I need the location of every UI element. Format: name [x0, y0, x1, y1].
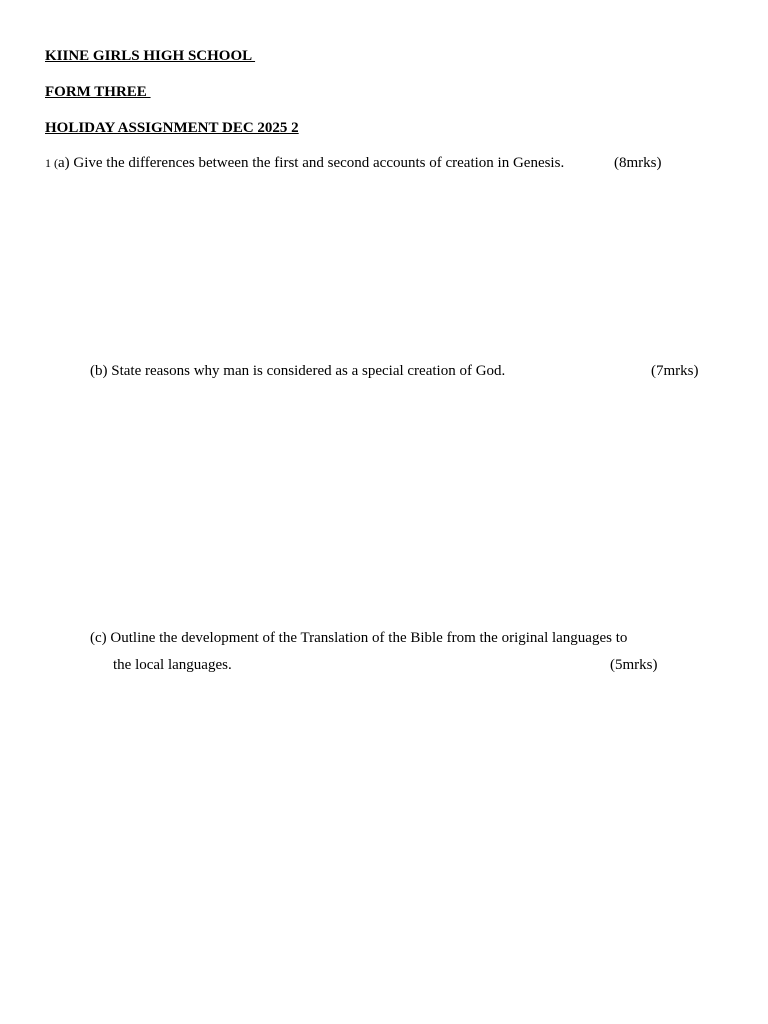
question-1b-marks: (7mrks)	[651, 363, 699, 379]
school-name: KIINE GIRLS HIGH SCHOOL	[45, 48, 256, 64]
question-1a	[45, 154, 564, 172]
form-title: FORM THREE	[45, 84, 151, 100]
question-number: 1 (	[45, 156, 58, 170]
question-1c-marks: (5mrks)	[610, 657, 658, 673]
question-1b-text: (b) State reasons why man is considered as a special creation of God.	[90, 363, 506, 379]
question-1a-marks: (8mrks)	[614, 155, 662, 171]
question-1c-text-line2: the local languages.	[113, 657, 232, 673]
assignment-title: HOLIDAY ASSIGNMENT DEC 2025 2	[45, 120, 299, 136]
question-1a-text: a) Give the differences between the first and second accounts of creation in Genesis.	[58, 155, 565, 171]
question-1c-text-line1: (c) Outline the development of the Translation of the Bible from the original languages to	[90, 630, 628, 646]
